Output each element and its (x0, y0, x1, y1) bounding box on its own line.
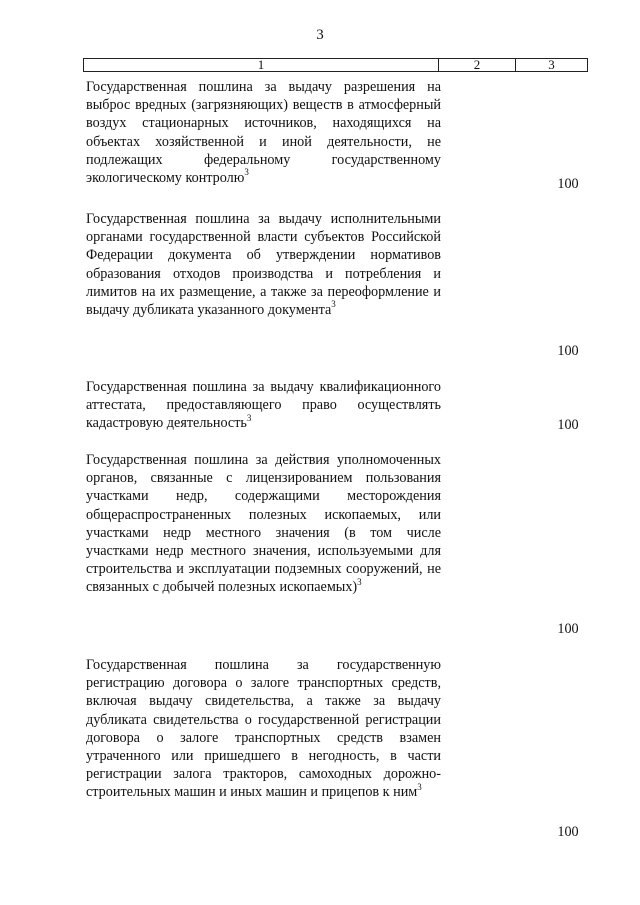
footnote-marker: 3 (244, 167, 249, 178)
column-header-2: 2 (439, 59, 516, 71)
fee-amount-2: 100 (557, 343, 579, 359)
fee-amount-4: 100 (557, 621, 579, 637)
fee-description-1 (86, 78, 441, 187)
fee-text: Государственная пошлина за действия уполномоченных органов, связанные с лицензированием пользования участками недр, содержащими месторождения общераспространенных полезных ископаемых, или участками недр местного значения (в том числе участками недр местного значения, используемыми для строительства и эксплуатации подземных сооружений, не связанных с добычей полезных ископаемых) (86, 452, 441, 596)
fee-text: Государственная пошлина за выдачу исполнительными органами государственной власти субъектов Российской Федерации документа об утверждении нормативов образования отходов производства и потребления и лимитов на их размещение, а также за переоформление и выдачу дубликата указанного документа (86, 211, 441, 319)
fee-text: Государственная пошлина за государственную регистрацию договора о залоге транспортных средств, включая выдачу свидетельства, а также за выдачу дубликата свидетельства о государственной регистрации договора о залоге транспортных средств взамен утраченного или пришедшего в негодность, в части регистрации залога тракторов, самоходных дорожно-строительных машин и иных машин и прицепов к ним (86, 657, 441, 801)
fee-text: Государственная пошлина за выдачу разрешения на выброс вредных (загрязняющих) веществ в атмосферный воздух стационарных источников, находящихся на объектах хозяйственной и иной деятельности, не подлежащих федеральному государственному экологическому контролю (86, 79, 441, 187)
fee-description-5 (86, 656, 441, 802)
page-number: 3 (316, 27, 324, 43)
fee-amount-1: 100 (557, 176, 579, 192)
fee-description-2 (86, 210, 441, 319)
fee-amount-3: 100 (557, 417, 579, 433)
fee-amount-5: 100 (557, 824, 579, 840)
fee-description-3 (86, 378, 441, 433)
fee-text: Государственная пошлина за выдачу квалификационного аттестата, предоставляющего право осуществлять кадастровую деятельность (86, 379, 441, 432)
column-header-1: 1 (84, 59, 439, 71)
footnote-marker: 3 (417, 781, 422, 792)
footnote-marker: 3 (246, 412, 252, 423)
footnote-marker: 3 (357, 576, 362, 587)
column-header-3: 3 (548, 57, 555, 72)
footnote-marker: 3 (331, 299, 336, 310)
table-header-row (83, 58, 588, 72)
fee-description-4 (86, 451, 441, 597)
